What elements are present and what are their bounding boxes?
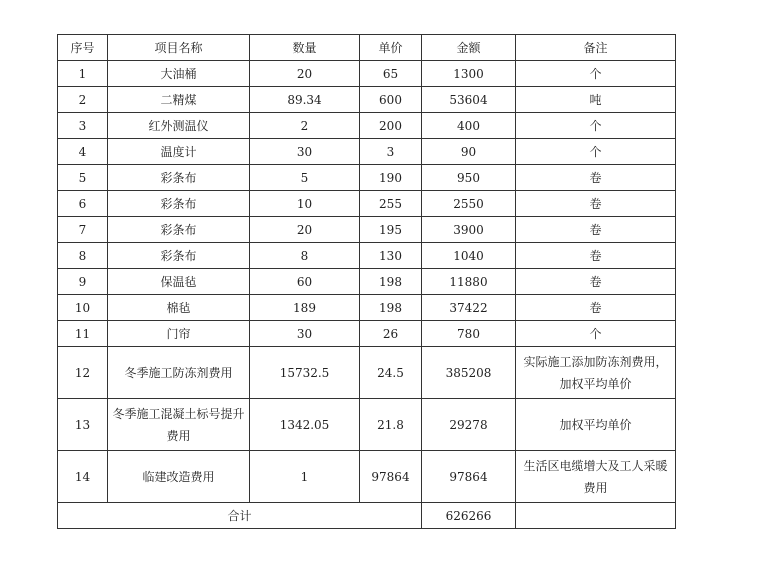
- row-amount: 90: [422, 139, 516, 165]
- row-note: 个: [516, 113, 676, 139]
- row-index: 2: [58, 87, 108, 113]
- table-row: [58, 451, 676, 503]
- row-unit-price: 198: [360, 269, 422, 295]
- row-quantity: 20: [250, 61, 360, 87]
- total-row: [58, 503, 676, 529]
- table-row: [58, 243, 676, 269]
- row-note: 个: [516, 139, 676, 165]
- row-quantity: 30: [250, 139, 360, 165]
- row-unit-price: 97864: [360, 451, 422, 503]
- row-note: 加权平均单价: [516, 399, 676, 451]
- table-row: [58, 113, 676, 139]
- row-index: 7: [58, 217, 108, 243]
- row-note: 卷: [516, 217, 676, 243]
- row-unit-price: 195: [360, 217, 422, 243]
- row-item-name: 红外测温仪: [108, 113, 250, 139]
- row-quantity: 15732.5: [250, 347, 360, 399]
- row-amount: 11880: [422, 269, 516, 295]
- total-label: 合计: [58, 503, 422, 529]
- row-index: 12: [58, 347, 108, 399]
- row-note: 卷: [516, 243, 676, 269]
- table-row: [58, 87, 676, 113]
- row-quantity: 30: [250, 321, 360, 347]
- row-item-name: 棉毡: [108, 295, 250, 321]
- row-index: 5: [58, 165, 108, 191]
- row-item-name: 彩条布: [108, 165, 250, 191]
- row-amount: 950: [422, 165, 516, 191]
- row-quantity: 189: [250, 295, 360, 321]
- row-item-name: 保温毡: [108, 269, 250, 295]
- row-index: 14: [58, 451, 108, 503]
- row-item-name: 彩条布: [108, 243, 250, 269]
- row-unit-price: 24.5: [360, 347, 422, 399]
- header-index: 序号: [58, 35, 108, 61]
- row-note: 个: [516, 61, 676, 87]
- row-note: 吨: [516, 87, 676, 113]
- row-quantity: 1342.05: [250, 399, 360, 451]
- row-quantity: 20: [250, 217, 360, 243]
- row-item-name: 彩条布: [108, 191, 250, 217]
- table-row: [58, 217, 676, 243]
- row-amount: 97864: [422, 451, 516, 503]
- row-item-name: 冬季施工混凝土标号提升费用: [108, 399, 250, 451]
- table-header-row: [58, 35, 676, 61]
- row-note: 实际施工添加防冻剂费用，加权平均单价: [516, 347, 676, 399]
- row-index: 11: [58, 321, 108, 347]
- row-note: 卷: [516, 165, 676, 191]
- row-unit-price: 198: [360, 295, 422, 321]
- row-amount: 3900: [422, 217, 516, 243]
- table-row: [58, 295, 676, 321]
- row-quantity: 10: [250, 191, 360, 217]
- row-quantity: 1: [250, 451, 360, 503]
- row-index: 9: [58, 269, 108, 295]
- row-note: 卷: [516, 295, 676, 321]
- row-item-name: 二精煤: [108, 87, 250, 113]
- row-unit-price: 190: [360, 165, 422, 191]
- row-unit-price: 65: [360, 61, 422, 87]
- row-note: 生活区电缆增大及工人采暖费用: [516, 451, 676, 503]
- header-note: 备注: [516, 35, 676, 61]
- table-row: [58, 269, 676, 295]
- row-index: 10: [58, 295, 108, 321]
- row-item-name: 大油桶: [108, 61, 250, 87]
- row-item-name: 门帘: [108, 321, 250, 347]
- row-index: 3: [58, 113, 108, 139]
- row-index: 6: [58, 191, 108, 217]
- table-row: [58, 191, 676, 217]
- row-quantity: 2: [250, 113, 360, 139]
- row-unit-price: 600: [360, 87, 422, 113]
- row-note: 卷: [516, 269, 676, 295]
- row-unit-price: 130: [360, 243, 422, 269]
- row-amount: 37422: [422, 295, 516, 321]
- row-quantity: 60: [250, 269, 360, 295]
- header-amount: 金额: [422, 35, 516, 61]
- row-amount: 53604: [422, 87, 516, 113]
- table-row: [58, 399, 676, 451]
- table-row: [58, 61, 676, 87]
- total-amount: 626266: [422, 503, 516, 529]
- row-amount: 2550: [422, 191, 516, 217]
- row-amount: 400: [422, 113, 516, 139]
- header-item-name: 项目名称: [108, 35, 250, 61]
- table-row: [58, 165, 676, 191]
- row-note: 卷: [516, 191, 676, 217]
- row-unit-price: 200: [360, 113, 422, 139]
- row-amount: 1300: [422, 61, 516, 87]
- table-row: [58, 139, 676, 165]
- row-index: 8: [58, 243, 108, 269]
- row-item-name: 温度计: [108, 139, 250, 165]
- row-index: 13: [58, 399, 108, 451]
- row-item-name: 冬季施工防冻剂费用: [108, 347, 250, 399]
- row-note: 个: [516, 321, 676, 347]
- row-unit-price: 21.8: [360, 399, 422, 451]
- row-amount: 1040: [422, 243, 516, 269]
- cost-table: [57, 34, 676, 529]
- table-row: [58, 347, 676, 399]
- table-row: [58, 321, 676, 347]
- row-item-name: 彩条布: [108, 217, 250, 243]
- row-quantity: 8: [250, 243, 360, 269]
- row-unit-price: 3: [360, 139, 422, 165]
- row-unit-price: 255: [360, 191, 422, 217]
- row-quantity: 89.34: [250, 87, 360, 113]
- total-note-cell: [516, 503, 676, 529]
- header-unit-price: 单价: [360, 35, 422, 61]
- row-quantity: 5: [250, 165, 360, 191]
- row-amount: 385208: [422, 347, 516, 399]
- row-amount: 780: [422, 321, 516, 347]
- row-index: 4: [58, 139, 108, 165]
- row-unit-price: 26: [360, 321, 422, 347]
- row-amount: 29278: [422, 399, 516, 451]
- row-index: 1: [58, 61, 108, 87]
- row-item-name: 临建改造费用: [108, 451, 250, 503]
- header-quantity: 数量: [250, 35, 360, 61]
